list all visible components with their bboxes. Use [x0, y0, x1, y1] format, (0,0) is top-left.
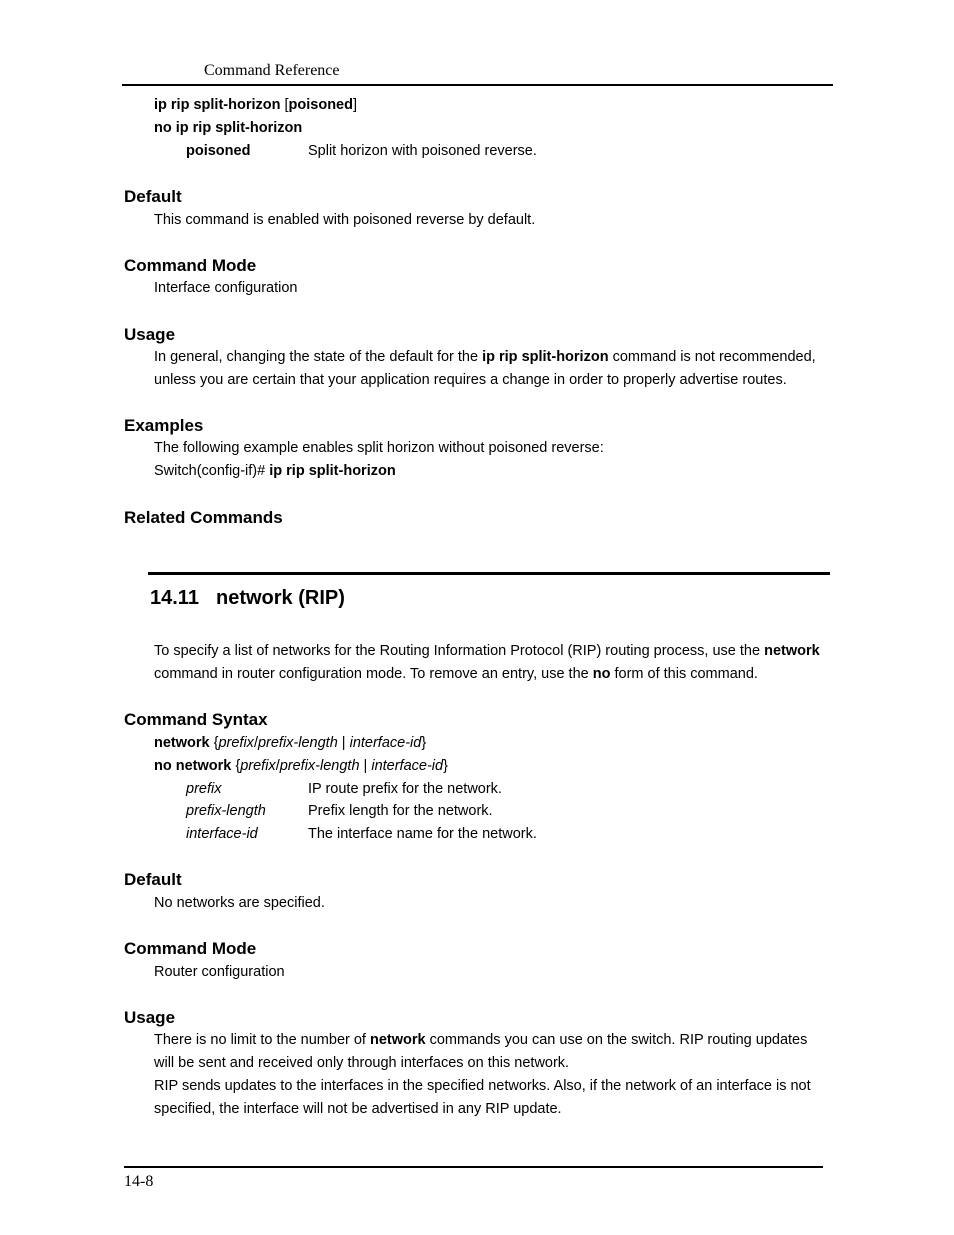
- param-name: prefix: [186, 781, 222, 797]
- examples-heading: Examples: [124, 416, 204, 435]
- usage-line-4: specified, the interface will not be advertised in any RIP update.: [154, 1101, 562, 1117]
- usage-line-2: unless you are certain that your application requires a change in order to properly advertise routes.: [154, 372, 787, 388]
- section-name: network (RIP): [216, 587, 345, 609]
- cli-command: ip rip split-horizon: [269, 463, 396, 479]
- syntax-param: prefix: [218, 735, 254, 751]
- syntax-param: prefix-length: [257, 735, 338, 751]
- syntax-bracket-open: [: [280, 97, 289, 113]
- syntax-option: poisoned: [288, 97, 353, 113]
- param-name: interface-id: [186, 826, 258, 842]
- intro-text: To specify a list of networks for the Routing Information Protocol (RIP) routing process, use the: [154, 643, 765, 659]
- syntax-line-1: [154, 732, 426, 755]
- param-description: Prefix length for the network.: [308, 803, 493, 819]
- intro-line-2: [154, 663, 758, 686]
- syntax-line: [154, 94, 357, 117]
- command-syntax-heading: Command Syntax: [124, 710, 268, 729]
- syntax-param: interface-id: [371, 758, 444, 774]
- syntax-brace: }: [443, 758, 448, 774]
- usage-command: ip rip split-horizon: [482, 349, 609, 365]
- section-title: [150, 587, 345, 610]
- command-mode-heading: Command Mode: [124, 256, 257, 275]
- intro-line-1: [154, 640, 820, 663]
- param-name: prefix-length: [186, 803, 266, 819]
- syntax-separator: /: [253, 735, 258, 751]
- syntax-line-2: [154, 755, 448, 778]
- usage-line-3: RIP sends updates to the interfaces in the specified networks. Also, if the network of an interface is not: [154, 1078, 811, 1094]
- syntax-command: ip rip split-horizon: [154, 97, 281, 113]
- examples-code-line: [154, 460, 396, 483]
- syntax-no-line: no ip rip split-horizon: [154, 120, 303, 136]
- default-text: No networks are specified.: [154, 895, 325, 911]
- default-heading: Default: [124, 870, 182, 889]
- syntax-separator: |: [359, 758, 372, 774]
- param-description: IP route prefix for the network.: [308, 781, 502, 797]
- usage-text: commands you can use on the switch. RIP routing updates: [425, 1032, 808, 1048]
- syntax-bracket-close: ]: [352, 97, 358, 113]
- cli-prompt: Switch(config-if)#: [154, 463, 270, 479]
- usage-heading: Usage: [124, 325, 176, 344]
- usage-command: network: [370, 1032, 426, 1048]
- usage-line-1: [154, 346, 816, 369]
- syntax-command: network: [154, 735, 210, 751]
- syntax-brace: {: [209, 735, 219, 751]
- syntax-brace: }: [421, 735, 427, 751]
- usage-text: In general, changing the state of the default for the: [154, 349, 483, 365]
- command-mode-text: Router configuration: [154, 964, 285, 980]
- usage-text: There is no limit to the number of: [154, 1032, 370, 1048]
- syntax-param: prefix-length: [279, 758, 360, 774]
- usage-line-2: will be sent and received only through interfaces on this network.: [154, 1055, 570, 1071]
- param-description: Split horizon with poisoned reverse.: [308, 143, 537, 159]
- page-number: 14-8: [124, 1173, 154, 1190]
- syntax-param: interface-id: [349, 735, 422, 751]
- default-text: This command is enabled with poisoned reverse by default.: [154, 212, 536, 228]
- section-rule: [148, 572, 830, 575]
- param-description: The interface name for the network.: [308, 826, 537, 842]
- intro-keyword: no: [592, 666, 611, 682]
- footer-rule: [124, 1166, 823, 1168]
- intro-text: form of this command.: [610, 666, 758, 682]
- related-commands-heading: Related Commands: [124, 508, 283, 527]
- header-rule: [122, 84, 833, 86]
- intro-command: network: [764, 643, 820, 659]
- syntax-command: no network: [154, 758, 232, 774]
- default-heading: Default: [124, 187, 182, 206]
- syntax-separator: /: [275, 758, 280, 774]
- command-mode-heading: Command Mode: [124, 939, 257, 958]
- section-number: 14.11: [150, 587, 199, 609]
- syntax-separator: |: [337, 735, 350, 751]
- command-mode-text: Interface configuration: [154, 280, 298, 296]
- examples-line-1: The following example enables split horizon without poisoned reverse:: [154, 440, 604, 456]
- intro-text: command in router configuration mode. To remove an entry, use the: [154, 666, 593, 682]
- usage-text: command is not recommended,: [608, 349, 816, 365]
- usage-line-1: [154, 1029, 807, 1052]
- syntax-param: prefix: [240, 758, 276, 774]
- param-name: poisoned: [186, 143, 251, 159]
- usage-heading: Usage: [124, 1008, 176, 1027]
- syntax-brace: {: [231, 758, 241, 774]
- running-header: Command Reference: [204, 62, 340, 79]
